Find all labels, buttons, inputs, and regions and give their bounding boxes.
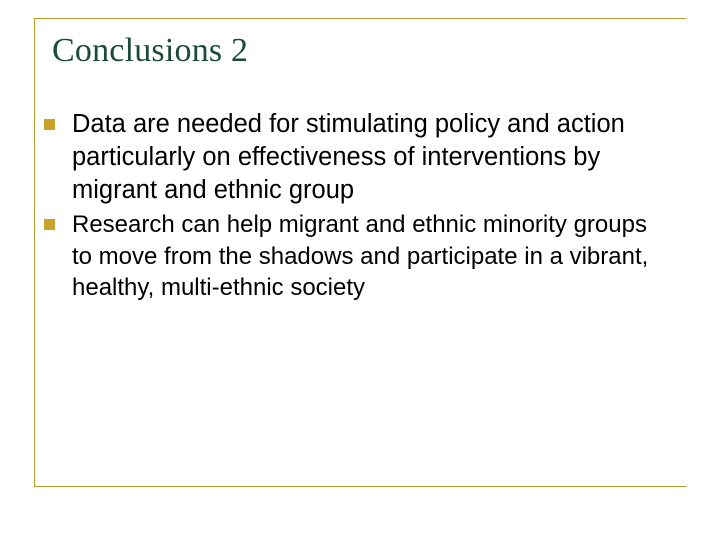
list-item — [44, 209, 654, 303]
bottom-divider — [34, 486, 686, 487]
list-item-text: Data are needed for stimulating policy and action particularly on effectiveness of interventions by migrant and ethnic group — [72, 110, 625, 205]
bullet-list — [44, 108, 654, 305]
list-item — [44, 108, 654, 207]
square-bullet-icon — [44, 119, 55, 130]
top-divider — [34, 18, 686, 19]
list-item-text: Research can help migrant and ethnic minority groups to move from the shadows and participate in a vibrant, healthy, multi-ethnic society — [72, 211, 649, 301]
left-divider — [34, 18, 35, 486]
slide-title: Conclusions 2 — [52, 32, 249, 69]
square-bullet-icon — [44, 219, 55, 230]
